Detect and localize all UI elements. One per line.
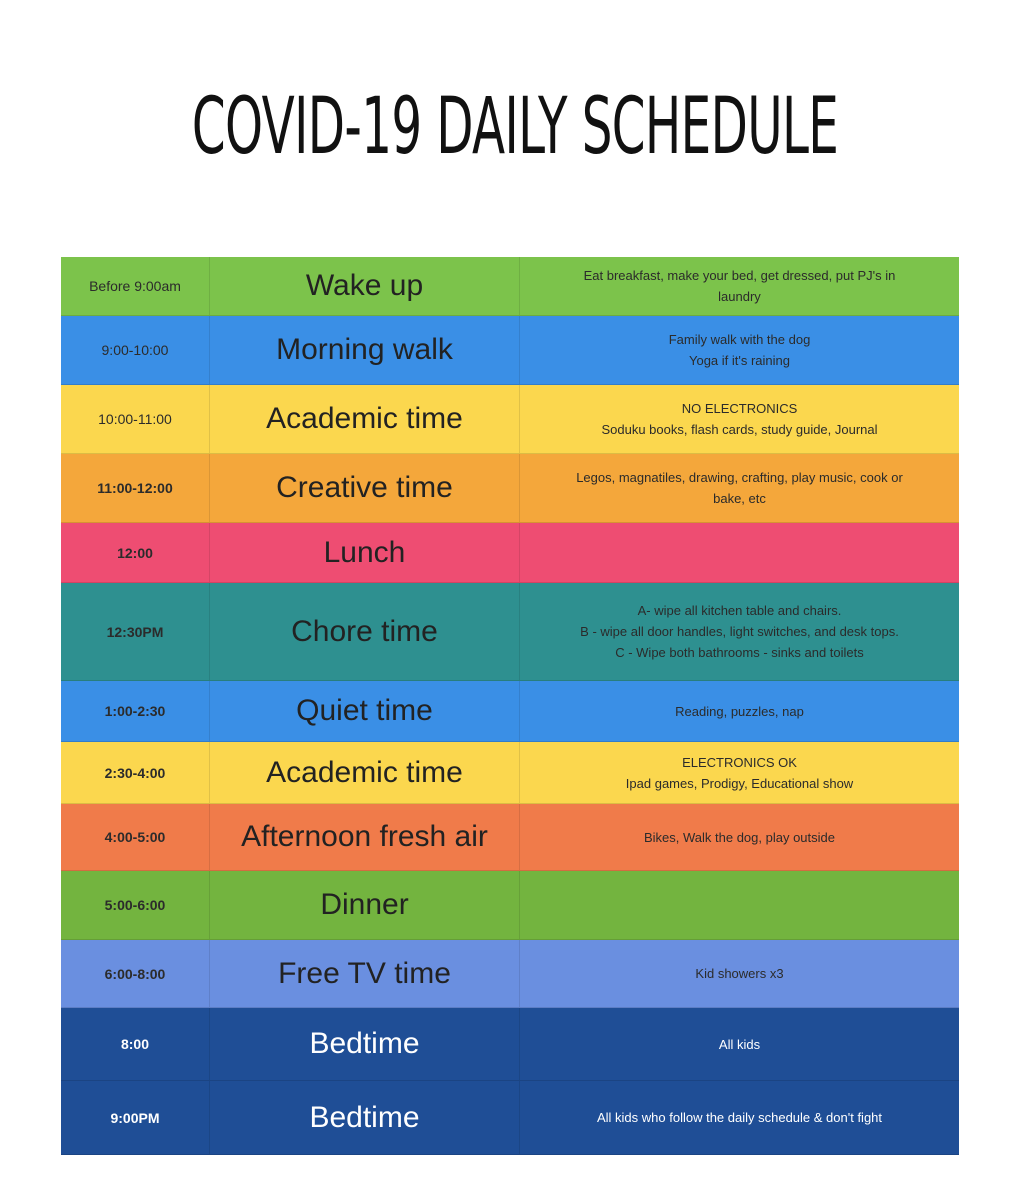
details-line: Soduku books, flash cards, study guide, Journal <box>601 422 878 437</box>
schedule-row <box>61 804 959 871</box>
details-line: B - wipe all door handles, light switches, and desk tops. <box>580 624 899 639</box>
details-line: Legos, magnatiles, drawing, crafting, play music, cook or <box>576 470 903 485</box>
schedule-row <box>61 523 959 583</box>
details-line: All kids who follow the daily schedule & don't fight <box>596 1110 883 1125</box>
details-cell <box>520 454 959 522</box>
activity-cell: Dinner <box>210 871 520 939</box>
details-cell <box>520 742 959 803</box>
details-line: Bikes, Walk the dog, play outside <box>643 829 835 845</box>
schedule-row <box>61 316 959 385</box>
schedule-row <box>61 454 959 523</box>
details-line: ELECTRONICS OK <box>682 754 797 770</box>
schedule-row <box>61 257 959 316</box>
time-cell: 9:00PM <box>61 1081 210 1154</box>
time-cell: 10:00-11:00 <box>61 385 210 453</box>
details-line: All kids <box>718 1036 761 1052</box>
details-cell <box>520 257 959 315</box>
time-cell: 8:00 <box>61 1008 210 1080</box>
details-line: Ipad games, Prodigy, Educational show <box>625 775 854 791</box>
details-line: laundry <box>718 289 761 304</box>
activity-cell: Chore time <box>210 583 520 680</box>
schedule-row <box>61 742 959 804</box>
details-line: Eat breakfast, make your bed, get dressed, put PJ's in <box>583 268 896 283</box>
details-line: Reading, puzzles, nap <box>675 703 804 719</box>
details-cell <box>520 804 959 870</box>
time-cell: 9:00-10:00 <box>61 316 210 384</box>
schedule-row <box>61 1008 959 1081</box>
activity-cell: Academic time <box>210 742 520 803</box>
details-cell <box>520 1081 959 1154</box>
time-cell: 1:00-2:30 <box>61 681 210 741</box>
details-line: bake, etc <box>713 491 766 506</box>
details-line: C - Wipe both bathrooms - sinks and toilets <box>615 645 864 660</box>
details-cell <box>520 523 959 582</box>
time-cell: 12:00 <box>61 523 210 582</box>
time-cell: 2:30-4:00 <box>61 742 210 803</box>
details-line: Kid showers x3 <box>695 966 784 981</box>
activity-cell: Lunch <box>210 523 520 582</box>
details-cell <box>520 583 959 680</box>
activity-cell: Academic time <box>210 385 520 453</box>
schedule-row <box>61 940 959 1008</box>
time-cell: 11:00-12:00 <box>61 454 210 522</box>
details-cell <box>520 871 959 939</box>
time-cell: Before 9:00am <box>61 257 210 315</box>
activity-cell: Bedtime <box>210 1008 520 1080</box>
schedule-row <box>61 871 959 940</box>
page-title: COVID-19 DAILY SCHEDULE <box>191 82 839 172</box>
details-cell <box>520 681 959 741</box>
time-cell: 12:30PM <box>61 583 210 680</box>
schedule-row <box>61 583 959 681</box>
schedule-row <box>61 681 959 742</box>
details-line: A- wipe all kitchen table and chairs. <box>637 603 842 618</box>
activity-cell: Afternoon fresh air <box>210 804 520 870</box>
schedule-table <box>61 257 959 1155</box>
details-cell <box>520 316 959 384</box>
time-cell: 5:00-6:00 <box>61 871 210 939</box>
details-cell <box>520 385 959 453</box>
schedule-row <box>61 1081 959 1155</box>
activity-cell: Wake up <box>210 257 520 315</box>
activity-cell: Quiet time <box>210 681 520 741</box>
details-cell <box>520 1008 959 1080</box>
details-line: Yoga if it's raining <box>688 353 790 368</box>
activity-cell: Bedtime <box>210 1081 520 1154</box>
activity-cell: Creative time <box>210 454 520 522</box>
schedule-row <box>61 385 959 454</box>
activity-cell: Morning walk <box>210 316 520 384</box>
time-cell: 6:00-8:00 <box>61 940 210 1007</box>
details-cell <box>520 940 959 1007</box>
details-line: Family walk with the dog <box>668 332 811 347</box>
details-line: NO ELECTRONICS <box>681 401 798 416</box>
time-cell: 4:00-5:00 <box>61 804 210 870</box>
activity-cell: Free TV time <box>210 940 520 1007</box>
